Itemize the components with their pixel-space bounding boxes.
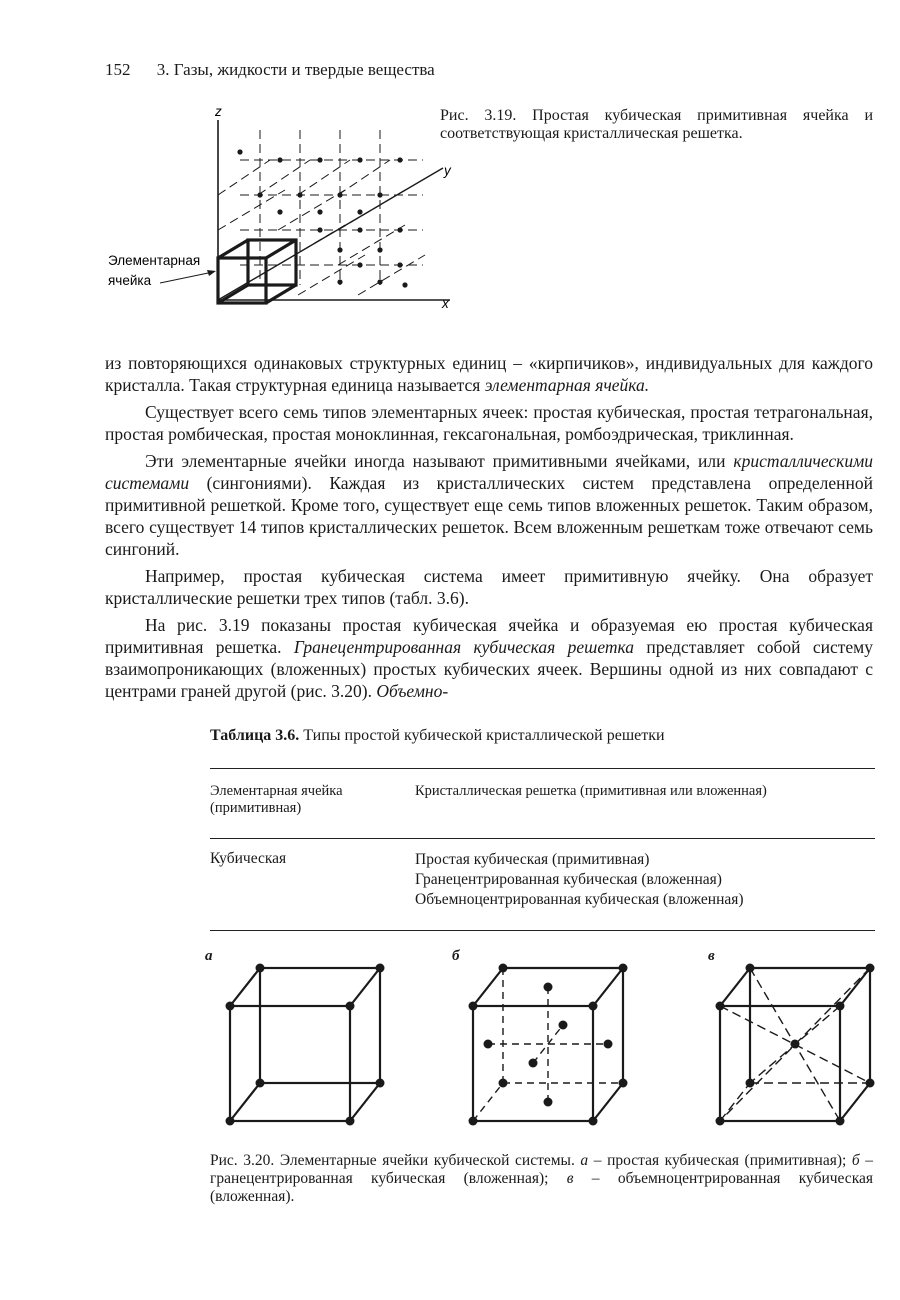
table-header-rule — [210, 838, 875, 839]
cube-face-centered — [463, 958, 638, 1128]
paragraph-4: Например, простая кубическая система имеет примитивную ячейку. Она образует кристаллические решетки трех типов (табл. 3.6). — [105, 566, 873, 608]
unit-cell-label-line1: Элементарная — [108, 253, 201, 268]
subfigure-label-a: а — [205, 948, 213, 964]
paragraph-1: из повторяющихся одинаковых структурных единиц – «кирпичиков», индивидуальных для каждого кристалла. Такая структурная единица называется элементарная ячейка. — [105, 353, 873, 395]
paragraph-3: Эти элементарные ячейки иногда называют примитивными ячейками, или кристаллическими системами (сингониями). Каждая из кристаллических систем представлена определенной примитивной решеткой. Кроме того, существует еще семь типов вложенных решеток. Таким образом, всего существует 14 типов кристаллических решеток. Всем вложенным решеткам тоже отвечают семь сингоний. — [105, 451, 873, 559]
table-bottom-rule — [210, 930, 875, 931]
lattice-grid — [160, 120, 450, 303]
subfigure-label-b: б — [452, 948, 460, 964]
subfigure-label-c: в — [708, 948, 715, 964]
term-unit-cell: элементарная ячейка. — [484, 375, 650, 395]
table-header-cell: Элементарная ячейка (примитивная) — [210, 783, 343, 816]
page-number: 152 — [105, 60, 131, 79]
figure-3-20-caption: Рис. 3.20. Элементарные ячейки кубической системы. а – простая кубическая (примитивная); б – гранецентрированная кубическая (вложенная); в – объемноцентрированная кубическая (вложенная). — [210, 1152, 873, 1205]
y-axis-label: y — [444, 163, 451, 178]
label-pointer — [160, 272, 213, 283]
body-text — [105, 352, 873, 702]
figure-3-19-caption: Рис. 3.19. Простая кубическая примитивная ячейка и соответствующая кристаллическая решетка. — [440, 107, 873, 142]
paragraph-5: На рис. 3.19 показаны простая кубическая ячейка и образуемая ею простая кубическая примитивная решетка. Гранецентрированная кубическая решетка представляет собой систему взаимопроникающих (вложенных) простых кубических ячеек. Вершины одной из них совпадают с центрами граней другой (рис. 3.20). Объемно- — [105, 615, 874, 701]
cube-simple-cubic — [220, 958, 395, 1128]
table-row-cell-type: Кубическая — [210, 850, 287, 867]
x-axis-label: x — [442, 296, 449, 311]
running-title: 3. Газы, жидкости и твердые вещества — [156, 60, 435, 79]
table-row-lattices — [415, 850, 744, 910]
running-header — [105, 60, 435, 80]
unit-cell-label-line2: ячейка — [108, 273, 152, 288]
paragraph-2: Существует всего семь типов элементарных ячеек: простая кубическая, простая тетрагональная, простая ромбическая, простая моноклинная, гексагональная, ромбоэдрическая, триклинная. — [105, 402, 873, 444]
table-header-lattice: Кристаллическая решетка (примитивная или вложенная) — [415, 783, 767, 799]
table-3-6-title: Таблица 3.6. Типы простой кубической кристаллической решетки — [210, 727, 665, 744]
term-bcc-start: Объемно- — [376, 681, 449, 701]
table-top-rule — [210, 768, 875, 769]
term-crystal-systems: кристаллическими системами — [105, 451, 873, 493]
lattice-item: Объемноцентрированная кубическая (вложенная) — [415, 891, 744, 908]
figure-3-19-lattice — [105, 100, 450, 320]
lattice-item: Простая кубическая (примитивная) — [415, 851, 650, 868]
z-axis-label: z — [215, 104, 222, 119]
term-fcc-lattice: Гранецентрированная кубическая решетка — [293, 637, 635, 657]
lattice-item: Гранецентрированная кубическая (вложенная) — [415, 871, 722, 888]
cube-body-centered — [710, 958, 885, 1128]
